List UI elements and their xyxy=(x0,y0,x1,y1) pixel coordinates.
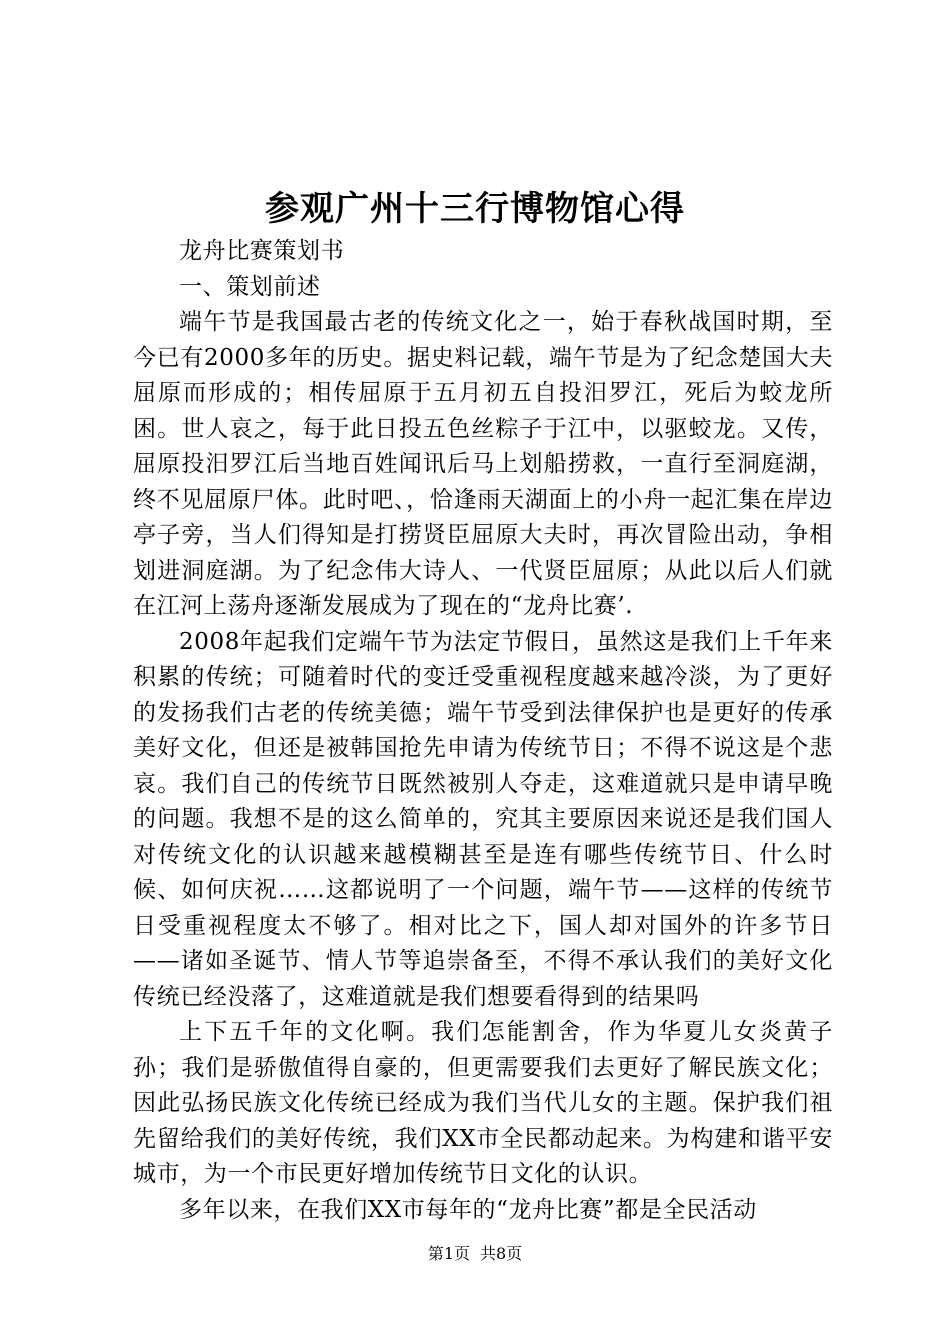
paragraph: 2008年起我们定端午节为法定节假日，虽然这是我们上千年来积累的传统；可随着时代的变迁受重视程度越来越冷淡，为了更好的发扬我们古老的传统美德；端午节受到法律保护也是更好的传承美好文化，但还是被韩国抢先申请为传统节日；不得不说这是个悲哀。我们自己的传统节日既然被别人夺走，这难道就只是申请早晚的问题。我想不是的这么简单的，究其主要原因来说还是我们国人对传统文化的认识越来越模糊甚至是连有哪些传统节日、什么时候、如何庆祝……这都说明了一个问题，端午节——这样的传统节日受重视程度太不够了。相对比之下，国人却对国外的许多节日——诸如圣诞节、情人节等追崇备至，不得不承认我们的美好文化传统已经没落了，这难道就是我们想要看得到的结果吗 xyxy=(133,628,833,1010)
page-footer xyxy=(0,1242,950,1266)
paragraph: 多年以来，在我们XX市每年的“龙舟比赛”都是全民活动 xyxy=(179,1196,757,1223)
page-total: 共8页 xyxy=(480,1244,523,1263)
paragraph-subtitle: 龙舟比赛策划书 xyxy=(179,238,345,264)
document-body xyxy=(133,234,833,1228)
document-title: 参观广州十三行博物馆心得 xyxy=(265,189,685,229)
paragraph-section-heading: 一、策划前述 xyxy=(179,273,321,300)
paragraph: 上下五千年的文化啊。我们怎能割舍，作为华夏儿女炎黄子孙；我们是骄傲值得自豪的，但更需要我们去更好了解民族文化；因此弘扬民族文化传统已经成为我们当代儿女的主题。保护我们祖先留给我们的美好传统，我们XX市全民都动起来。为构建和谐平安城市，为一个市民更好增加传统节日文化的认识。 xyxy=(133,1019,833,1187)
page-number: 第1页 xyxy=(427,1244,470,1263)
paragraph: 端午节是我国最古老的传统文化之一，始于春秋战国时期，至今已有2000多年的历史。据史料记载，端午节是为了纪念楚国大夫屈原而形成的；相传屈原于五月初五自投汨罗江，死后为蛟龙所困。世人哀之，每于此日投五色丝粽子于江中，以驱蛟龙。又传，屈原投汨罗江后当地百姓闻讯后马上划船捞救，一直行至洞庭湖，终不见屈原尸体。此时吧、，恰逢雨天湖面上的小舟一起汇集在岸边亭子旁，当人们得知是打捞贤臣屈原大夫时，再次冒险出动，争相划进洞庭湖。为了纪念伟大诗人、一代贤臣屈原；从此以后人们就在江河上荡舟逐渐发展成为了现在的“龙舟比赛’. xyxy=(133,309,833,619)
